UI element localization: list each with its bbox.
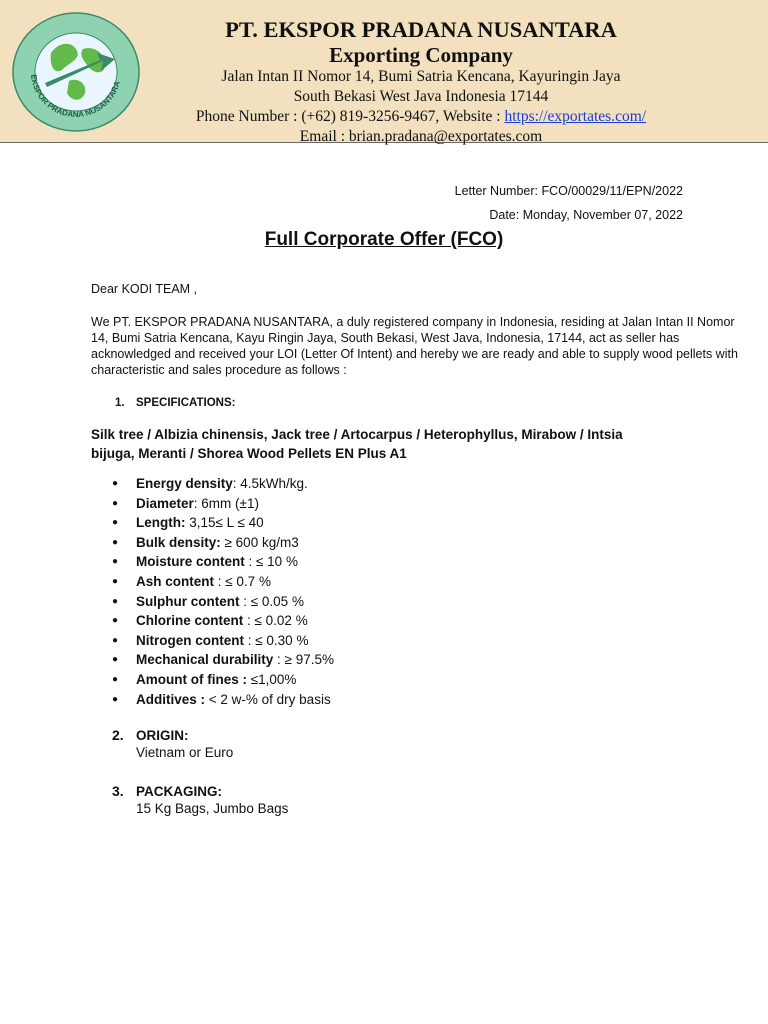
intro-paragraph: We PT. EKSPOR PRADANA NUSANTARA, a duly registered company in Indonesia, residing at Jalan Intan II Nomor 14, Bumi Satria Kencana, Kayu Ringin Jaya, South Bekasi, West Java, Indonesia, 17144, act as seller has acknowledged and received your LOI (Letter Of Intent) and hereby we are ready and able to supply wood pellets with characteristic and sales procedure as follows : [91,315,738,377]
specifications-list [112,474,334,709]
spec-value: < 2 w-% of dry basis [205,691,331,707]
spec-label: Mechanical durability [136,652,274,668]
section-body: Vietnam or Euro [136,745,234,760]
spec-label: Amount of fines : [136,671,247,687]
company-name: PT. EKSPOR PRADANA NUSANTARA [225,17,617,42]
spec-value: : ≤ 0.7 % [214,573,271,589]
bullet-icon: ● [112,634,119,646]
website-link[interactable]: https://exportates.com/ [504,108,647,125]
email-line: Email : brian.pradana@exportates.com [299,128,543,145]
section-heading: ORIGIN: [136,728,189,743]
spec-label: Diameter [136,495,194,511]
address-line-1: Jalan Intan II Nomor 14, Bumi Satria Kencana, Kayuringin Jaya [221,68,621,85]
section-heading: SPECIFICATIONS: [136,397,236,409]
spec-label: Sulphur content [136,593,240,609]
list-item [112,533,334,553]
bullet-icon: ● [112,497,119,509]
list-item [112,631,334,651]
spec-value: : ≤ 0.05 % [239,593,304,609]
address-line-2: South Bekasi West Java Indonesia 17144 [293,88,549,105]
contact-line [140,107,702,127]
spec-label: Bulk density: [136,534,221,550]
section-specifications-heading [115,397,235,409]
list-item [112,494,334,514]
bullet-icon: ● [112,615,119,627]
bullet-icon: ● [112,673,119,685]
spec-value: : 6mm (±1) [193,495,259,511]
spec-label: Moisture content [136,554,245,570]
company-subtitle: Exporting Company [329,43,513,67]
letter-date: Date: Monday, November 07, 2022 [489,208,683,222]
spec-label: Additives : [136,691,206,707]
spec-label: Nitrogen content [136,632,244,648]
list-item [112,513,334,533]
spec-value: : ≤ 10 % [244,554,298,570]
list-item [112,592,334,612]
section-packaging [112,783,288,818]
product-description [91,425,711,463]
spec-value: : ≤ 0.30 % [244,632,309,648]
bullet-icon: ● [112,693,119,705]
letterhead-text [140,16,702,147]
letterhead [0,0,768,143]
section-body: 15 Kg Bags, Jumbo Bags [136,801,289,816]
list-item [112,690,334,710]
spec-value: : ≤ 0.02 % [243,613,308,629]
bullet-icon: ● [112,478,119,489]
spec-value: ≥ 600 kg/m3 [220,534,299,550]
list-item [112,552,334,572]
list-item [112,474,334,494]
globe-logo-icon [11,11,141,133]
section-number: 2. [112,727,124,743]
list-item [112,650,334,670]
list-item [112,670,334,690]
bullet-icon: ● [112,536,119,548]
bullet-icon: ● [112,575,119,587]
list-item [112,611,334,631]
spec-label: Energy density [136,476,233,491]
spec-label: Ash content [136,573,215,589]
bullet-icon: ● [112,556,119,568]
spec-label: Chlorine content [136,613,244,629]
section-number: 1. [115,397,125,409]
phone-text: Phone Number : (+62) 819-3256-9467, Website : [195,108,505,125]
list-item [112,572,334,592]
section-origin [112,727,233,762]
section-heading: PACKAGING: [136,784,222,799]
logo-arc-text: EKSPOR PRADANA NUSANTARA [29,73,122,120]
greeting: Dear KODI TEAM , [91,282,198,296]
document-title: Full Corporate Offer (FCO) [264,229,504,250]
bullet-icon: ● [112,654,119,666]
spec-value: ≤1,00% [247,671,297,687]
letter-number: Letter Number: FCO/00029/11/EPN/2022 [454,184,683,198]
section-number: 3. [112,783,124,799]
product-line-2: bijuga, Meranti / Shorea Wood Pellets EN Plus A1 [91,446,407,461]
bullet-icon: ● [112,517,119,529]
spec-label: Length: [136,515,186,531]
spec-value: : 4.5kWh/kg. [232,476,308,491]
bullet-icon: ● [112,595,119,607]
spec-value: : ≥ 97.5% [273,652,334,668]
spec-value: 3,15≤ L ≤ 40 [185,515,264,531]
product-line-1: Silk tree / Albizia chinensis, Jack tree / Artocarpus / Heterophyllus, Mirabow / Intsia [91,427,623,442]
